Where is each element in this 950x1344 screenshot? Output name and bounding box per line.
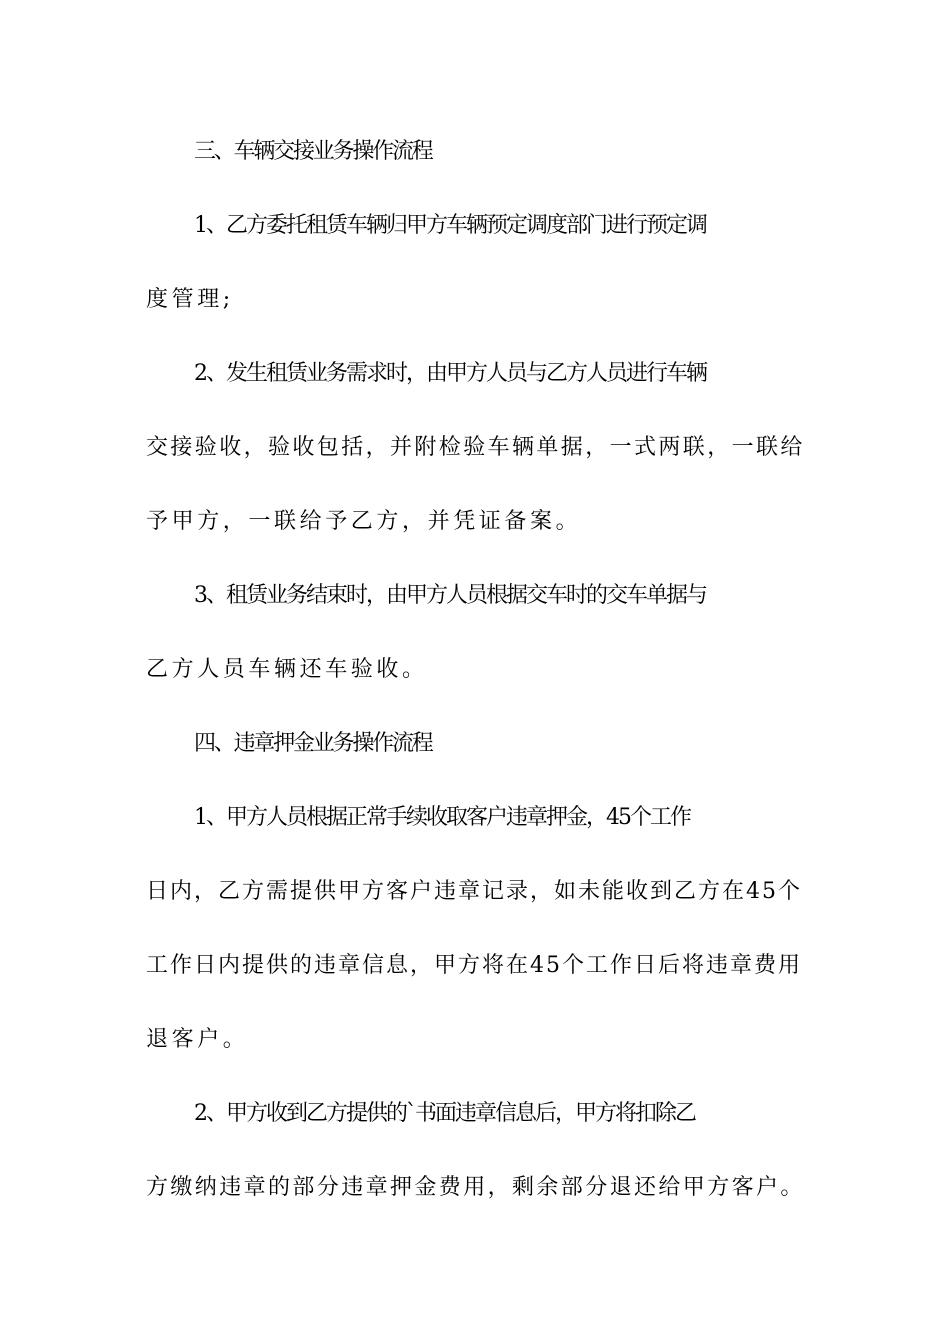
paragraph-line: 度管理; xyxy=(146,287,234,312)
paragraph-line: 1、甲方人员根据正常手续收取客户违章押金，45个工作 xyxy=(194,805,690,830)
section-heading: 四、违章押金业务操作流程 xyxy=(194,731,432,756)
section-heading: 三、车辆交接业务操作流程 xyxy=(194,139,432,164)
paragraph-line: 3、租赁业务结束时，由甲方人员根据交车时的交车单据与 xyxy=(194,583,706,608)
paragraph-line: 1、乙方委托租赁车辆归甲方车辆预定调度部门进行预定调 xyxy=(194,213,706,238)
paragraph-line: 2、发生租赁业务需求时，由甲方人员与乙方人员进行车辆 xyxy=(194,361,706,386)
paragraph-line: 日内，乙方需提供甲方客户违章记录，如未能收到乙方在45个 xyxy=(146,879,802,904)
paragraph-line: 交接验收，验收包括，并附检验车辆单据，一式两联，一联给 xyxy=(146,435,805,460)
paragraph-line: 2、甲方收到乙方提供的`书面违章信息后，甲方将扣除乙 xyxy=(194,1101,695,1126)
paragraph-line: 乙方人员车辆还车验收。 xyxy=(146,657,428,682)
paragraph-line: 工作日内提供的违章信息，甲方将在45个工作日后将违章费用 xyxy=(146,953,802,978)
paragraph-line: 退客户。 xyxy=(146,1027,249,1052)
paragraph-line: 予甲方，一联给予乙方，并凭证备案。 xyxy=(146,509,582,534)
paragraph-line: 方缴纳违章的部分违章押金费用，剩余部分退还给甲方客户。 xyxy=(146,1175,805,1200)
